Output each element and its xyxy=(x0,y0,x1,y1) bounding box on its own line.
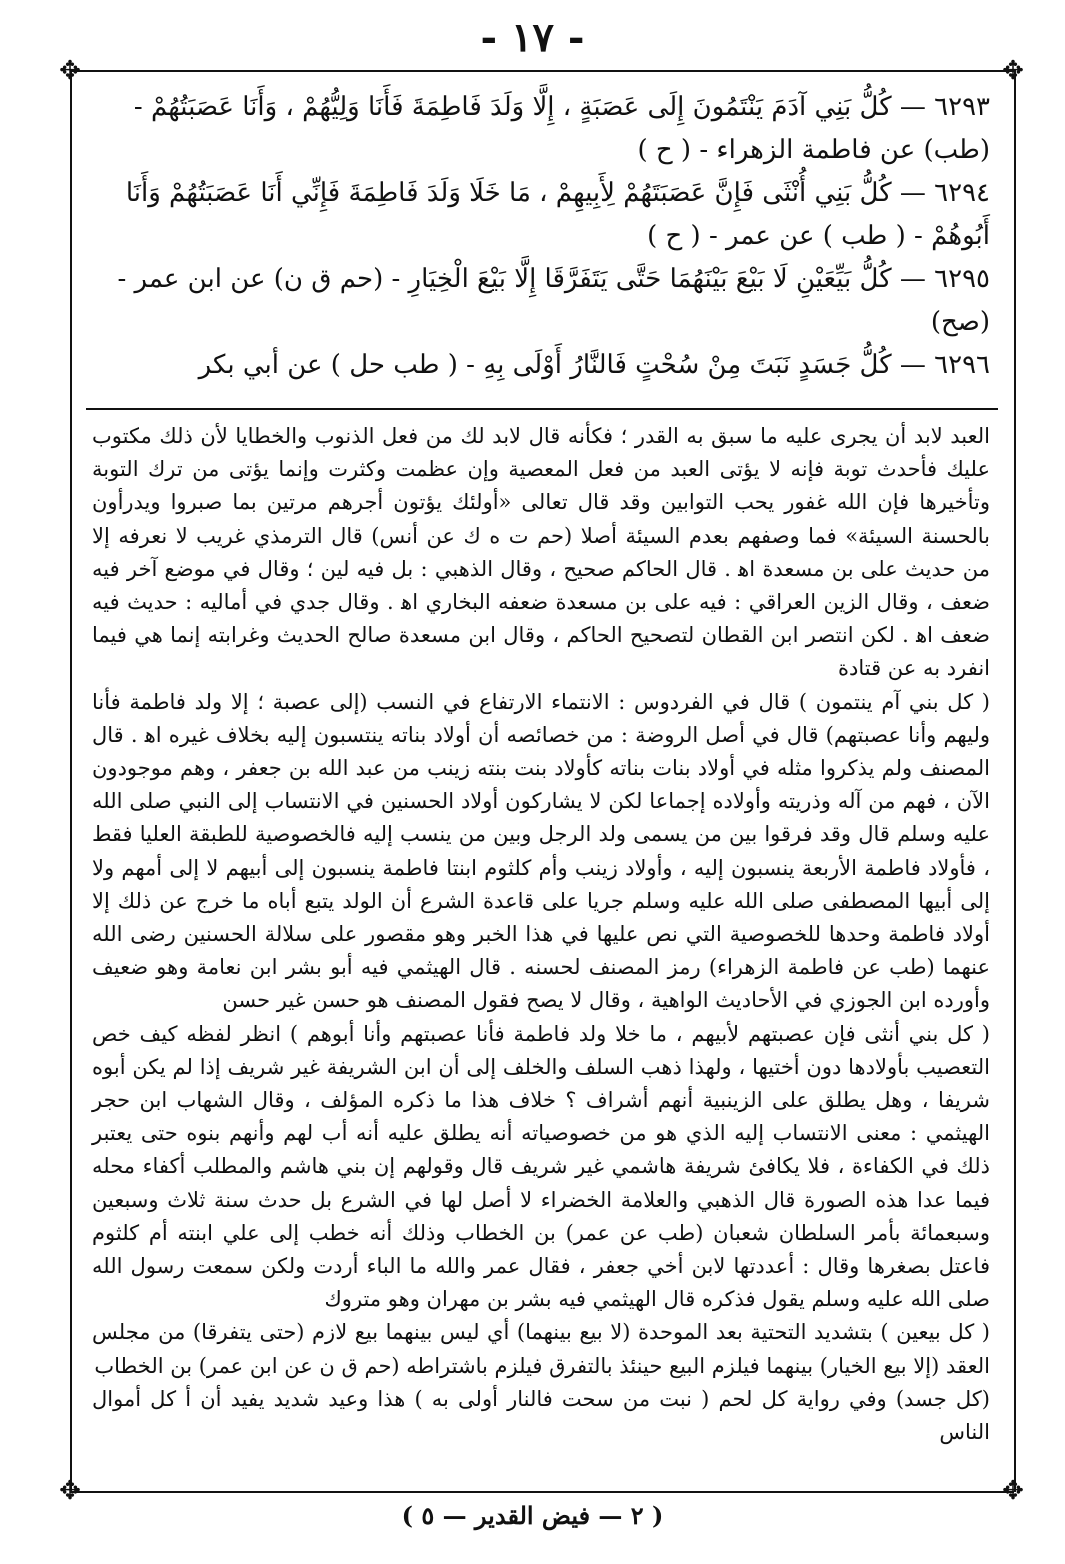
hadith-6294: ٦٢٩٤ — كُلُّ بَنِي أُنْثَى فَإِنَّ عَصَبَتَهُمْ لِأَبِيهِمْ ، مَا خَلَا وَلَدَ فَاطِمَةَ فَإِنِّي أَنَا عَصَبَتُهُمْ وَأَنَا أَبُوهُمْ - ( طب ) عن عمر - ( ح ) xyxy=(125,178,990,251)
commentary-paragraph: (كل جسد) وفي رواية كل لحم ( نبت من سحت فالنار أولى به ) هذا وعيد شديد يفيد أن أ كل أموال الناس xyxy=(92,1386,990,1445)
commentary-paragraph: ( كل بني آم ينتمون ) قال في الفردوس : الانتماء الارتفاع في النسب (إلى عصبة ؛ إلا ولد فاطمة فأنا وليهم وأنا عصبتهم) قال في أصل الروضة : من خصائصه أن أولاد بناته ينتسبون إليه بخلاف غيره اه‍ . قال المصنف ولم يذكروا مثله في أولاد بنات بناته كأولاد بنت بنته زينب من عبد الله بن جعفر ، وهم موجودون الآن ، فهم من آله وذريته وأولاده إجماعا لكن لا يشاركون أولاد الحسنين في الانتساب إلى النبي صلى الله عليه وسلم قال وقد فرقوا بين من يسمى ولد الرجل وبين من ينسب إليه فالخصوصية للطبقة العليا فقط ، فأولاد فاطمة الأربعة ينسبون إليه ، وأولاد زينب وأم كلثوم ابنتا فاطمة ينسبون إلى أبيهم لا إلى أمهم ولا إلى أبيها المصطفى صلى الله عليه وسلم جريا على قاعدة الشرع أن الولد يتبع أباه ما خرج عن ذلك إلا أولاد فاطمة وحدها للخصوصية التي نص عليها في هذا الخبر وهو مقصور على سلالة الحسنين رضى الله عنهما (طب عن فاطمة الزهراء) رمز المصنف لحسنه . قال الهيثمي فيه أبو بشر ابن نعامة وهو ضعيف وأورده ابن الجوزي في الأحاديث الواهية ، وقال لا يصح فقول المصنف هو حسن غير حسن xyxy=(92,689,990,1013)
hadith-6293: ٦٢٩٣ — كُلُّ بَنِي آدَمَ يَنْتَمُونَ إِلَى عَصَبَةٍ ، إِلَّا وَلَدَ فَاطِمَةَ فَأَنَا وَلِيُّهُمْ ، وَأَنَا عَصَبَتُهُمْ - (طب) عن فاطمة الزهراء - ( ح ) xyxy=(133,92,990,165)
separator-rule xyxy=(86,408,998,410)
commentary-paragraph: ( كل بيعين ) بتشديد التحتية بعد الموحدة (لا بيع بينهما) أي ليس بينهما بيع لازم (حتى يتفرقا) من مجلس العقد (إلا بيع الخيار) بينهما فيلزم البيع حينئذ بالتفرق فيلزم باشتراطه (حم ق ن عن ابن عمر) بن الخطاب xyxy=(92,1320,990,1378)
commentary xyxy=(92,420,990,1449)
commentary-paragraph: العبد لابد أن يجرى عليه ما سبق به القدر ؛ فكأنه قال لابد لك من فعل الذنوب والخطايا لأن ذلك مكتوب عليك فأحدث توبة فإنه لا يؤتى العبد من فعل المعصية وإن عظمت وكثرت وإنما يؤتى من ترك التوبة وتأخيرها فإن الله غفور يحب التوابين وقد قال تعالى «أولئك يؤتون أجرهم مرتين بما صبروا ويدرأون بالحسنة السيئة» فما وصفهم بعدم السيئة أصلا (حم ت ه ك عن أنس) قال الترمذي غريب لا نعرفه إلا من حديث على بن مسعدة اه‍ . قال الحاكم صحيح ، وقال الذهبي : بل فيه لين ؛ وقال في موضع آخر فيه ضعف ، وقال الزين العراقي : فيه على بن مسعدة ضعفه البخاري اه‍ . وقال جدي في أماليه : حديث فيه ضعف اه‍ . لكن انتصر ابن القطان لتصحيح الحاكم ، وقال ابن مسعدة صالح الحديث وغرابته إنما هي فيما انفرد به عن قتادة xyxy=(92,424,990,681)
corner-ornament-icon: ✥ xyxy=(59,56,81,86)
hadith-6296: ٦٢٩٦ — كُلُّ جَسَدٍ نَبَتَ مِنْ سُحْتٍ فَالنَّارُ أَوْلَى بِهِ - ( طب حل ) عن أبي بكر xyxy=(198,350,990,380)
top-rule xyxy=(70,70,1014,72)
corner-ornament-icon: ✥ xyxy=(1002,1476,1024,1506)
hadith-list xyxy=(90,86,990,387)
corner-ornament-icon: ✥ xyxy=(59,1476,81,1506)
bottom-rule xyxy=(70,1491,1014,1493)
hadith-6295: ٦٢٩٥ — كُلُّ بَيِّعَيْنِ لَا بَيْعَ بَيْنَهُمَا حَتَّى يَتَفَرَّقَا إِلَّا بَيْعَ الْخِيَارِ - (حم ق ن) عن ابن عمر - (صح) xyxy=(117,264,990,337)
commentary-paragraph: ( كل بني أنثى فإن عصبتهم لأبيهم ، ما خلا ولد فاطمة فأنا عصبتهم وأنا أبوهم ) انظر لفظه كيف خص التعصيب بأولادها دون أختيها ، ولهذا ذهب السلف والخلف إلى أن ابن الشريفة غير شريف إذا لم يكن أبوه شريفا ، وهل يطلق على الزينبية أنهم أشراف ؟ خلاف هذا ما ذكره المؤلف ، وقال الشهاب ابن حجر الهيثمي : معنى الانتساب إليه الذي هو من خصوصياته أنه يطلق عليه أنه أب لهم وأنهم بنوه حتى يعتبر ذلك في الكفاءة ، فلا يكافئ شريفة هاشمي غير شريف قال وقولهم إن بني هاشم والمطلب أكفاء محله فيما عدا هذه الصورة قال الذهبي والعلامة الخضراء لا أصل لها في الشرع بل حدث سنة ثلاث وسبعين وسبعمائة بأمر السلطان شعبان (طب عن عمر) بن الخطاب وذلك أنه خطب إلى علي ابنته أم كلثوم فاعتل بصغرها وقال : أعددتها لابن أخي جعفر ، فقال عمر والله ما الباء أردت ولكن سمعت رسول الله صلى الله عليه وسلم يقول فذكره قال الهيثمي فيه بشر بن مهران وهو متروك xyxy=(92,1021,990,1312)
corner-ornament-icon: ✥ xyxy=(1002,56,1024,86)
footer-signature: ( ٢ — فيض القدير — ٥ ) xyxy=(401,1501,664,1530)
page-number: - ١٧ - xyxy=(480,14,585,61)
